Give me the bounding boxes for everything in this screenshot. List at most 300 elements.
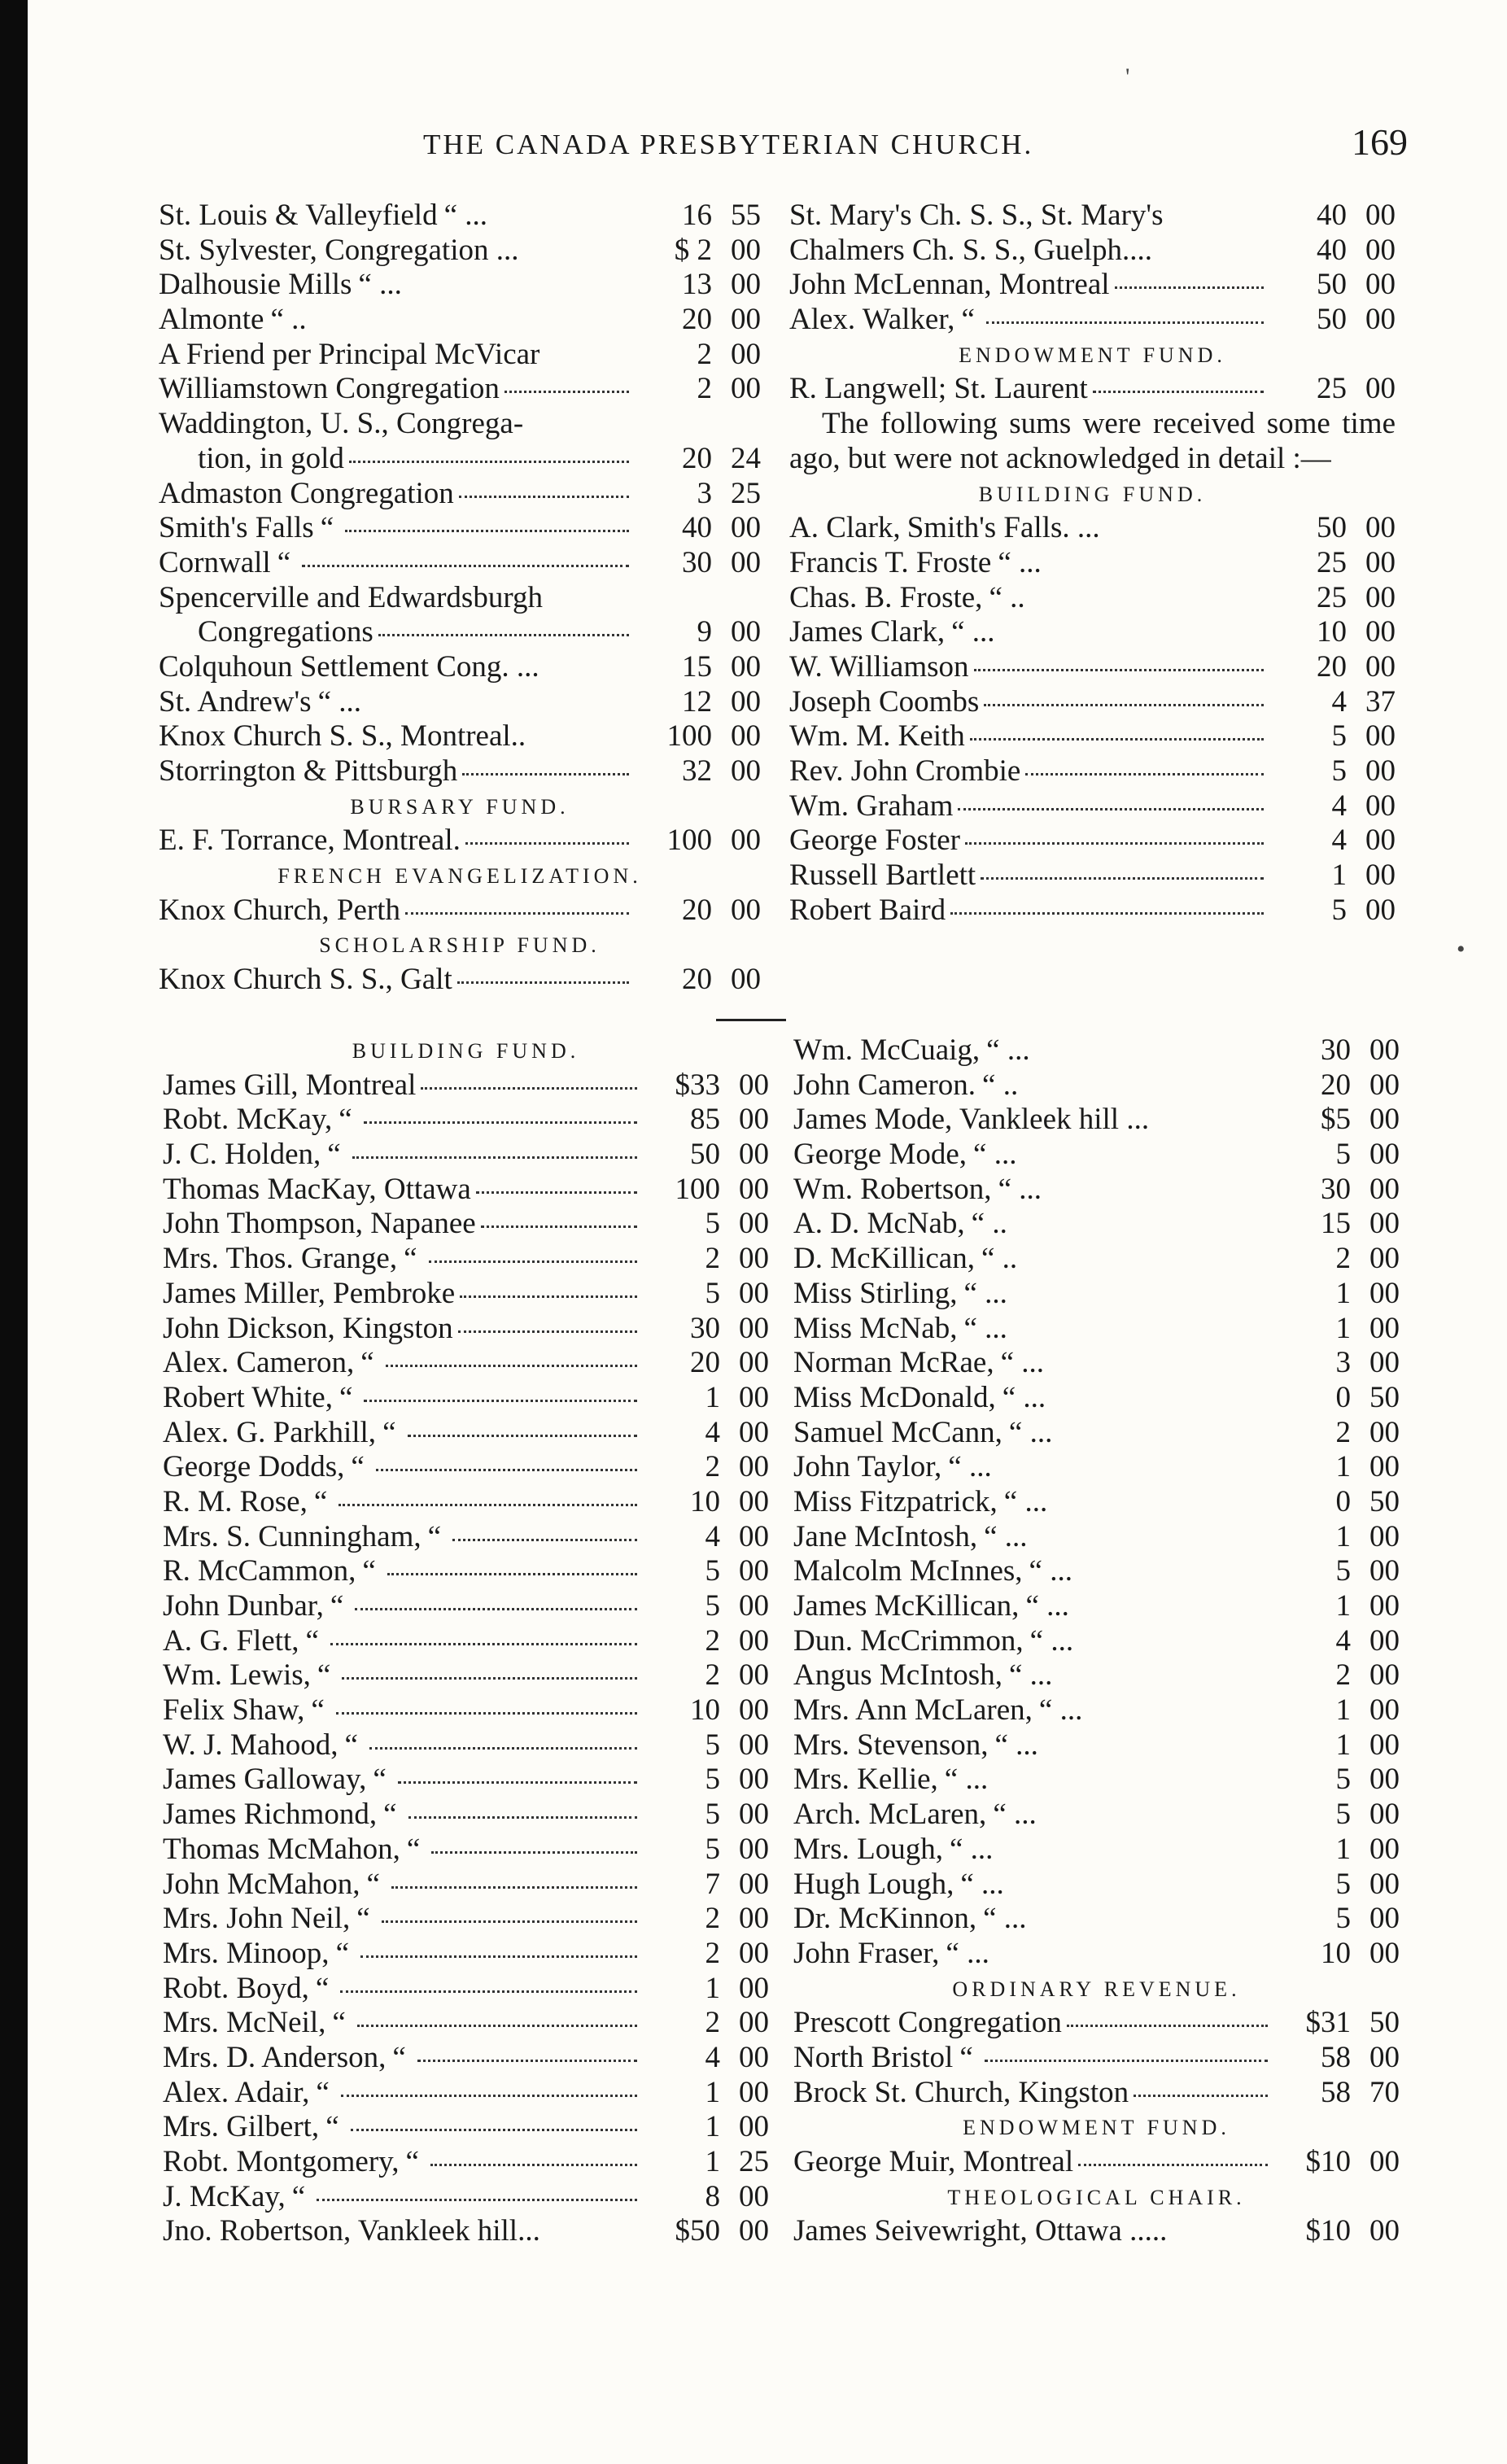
donor-name: John McMahon, <box>163 1867 360 1901</box>
entry-row <box>789 511 1396 546</box>
amount-cents: 00 <box>1365 303 1396 337</box>
dot-leader <box>986 321 1264 324</box>
amount-cents: 00 <box>1369 1519 1400 1553</box>
entry-row <box>793 1902 1400 1937</box>
ditto-mark: “ <box>325 2110 339 2144</box>
note-paragraph: The following sums were received some time ago, but were not acknowledged in detail :— <box>789 407 1396 475</box>
entry-row <box>163 2180 769 2215</box>
donor-name: W. J. Mahood, <box>163 1728 339 1762</box>
amount-dollars: 30 <box>1321 1172 1351 1206</box>
amount-cents: 00 <box>739 1172 769 1206</box>
amount-cents: 00 <box>739 1936 769 1970</box>
amount <box>642 1242 769 1277</box>
dot-leader <box>459 495 629 498</box>
ditto-mark: “ ... <box>948 1450 992 1484</box>
lower-right-column <box>793 1033 1400 2249</box>
amount-cents: 00 <box>1369 1589 1400 1623</box>
amount <box>1269 234 1396 269</box>
donor-name: D. McKillican, <box>793 1242 975 1276</box>
donor-name: Robt. Montgomery, <box>163 2145 400 2178</box>
amount <box>1273 1173 1400 1208</box>
amount-dollars: 1 <box>1335 1589 1351 1623</box>
amount-cents: 00 <box>739 1484 769 1518</box>
entry-row <box>159 893 761 928</box>
donor-name: Williamstown Congregation <box>159 372 500 406</box>
amount-dollars: 100 <box>666 719 712 754</box>
amount <box>1269 581 1396 616</box>
section-heading: BUILDING FUND. <box>978 482 1207 506</box>
amount <box>1269 754 1396 789</box>
entry-row <box>163 2041 769 2076</box>
dot-leader <box>408 1815 637 1819</box>
dot-leader <box>1067 2024 1268 2027</box>
amount-dollars: 5 <box>705 1832 720 1866</box>
amount-dollars: 40 <box>1317 233 1347 267</box>
amount <box>642 2180 769 2215</box>
entry-row <box>163 1381 769 1416</box>
amount-dollars: 100 <box>666 824 712 858</box>
amount-dollars: 20 <box>1317 649 1347 684</box>
ditto-mark: “ ... <box>358 268 402 302</box>
amount-dollars: 5 <box>1331 893 1347 927</box>
ditto-mark: “ ... <box>1029 1623 1074 1658</box>
amount-cents: 00 <box>1369 2040 1400 2074</box>
amount-dollars: 1 <box>705 2145 720 2178</box>
amount <box>1273 1138 1400 1173</box>
amount <box>642 1207 769 1242</box>
dot-leader <box>1115 286 1264 289</box>
amount-cents: 00 <box>1365 649 1396 684</box>
amount <box>634 511 761 546</box>
amount <box>1273 1416 1400 1451</box>
amount-cents: 00 <box>1365 233 1396 267</box>
donor-name: A Friend per Principal McVicar <box>159 337 540 371</box>
entry-row <box>793 1554 1400 1589</box>
amount <box>1273 2076 1400 2111</box>
ditto-mark: “ <box>392 2040 406 2074</box>
amount-cents: 00 <box>1369 1554 1400 1588</box>
amount-dollars: 5 <box>1331 754 1347 789</box>
ditto-mark: “ <box>344 1728 358 1762</box>
donor-name: J. McKay, <box>163 2179 286 2213</box>
donor-name: Wm. Lewis, <box>163 1658 311 1693</box>
amount-cents: 00 <box>1369 1798 1400 1832</box>
ditto-mark: “ <box>382 1415 396 1449</box>
donor-name: Jane McIntosh, <box>793 1519 978 1553</box>
amount-cents: 00 <box>1369 1346 1400 1380</box>
ditto-mark: “ <box>313 1484 328 1518</box>
amount <box>1273 1693 1400 1728</box>
amount-dollars: 1 <box>1335 1311 1351 1345</box>
ditto-mark: “ ... <box>960 1867 1004 1901</box>
donor-name: John Taylor, <box>793 1450 942 1484</box>
donor-name: A. Clark, <box>789 511 901 545</box>
donor-name: Miss McNab, <box>793 1311 958 1345</box>
amount <box>1273 1520 1400 1555</box>
donor-name: Chalmers Ch. S. S., Guelph.... <box>789 233 1153 267</box>
amount-dollars: $10 <box>1305 2214 1351 2248</box>
entry-row <box>793 1103 1400 1138</box>
donor-name: Wm. Robertson, <box>793 1172 992 1206</box>
amount-cents: 00 <box>739 1902 769 1936</box>
donor-name: Russell Bartlett <box>789 858 976 893</box>
donor-name: Mrs. McNeil, <box>163 2006 326 2040</box>
entry-row <box>793 1763 1400 1798</box>
entry-row <box>163 2145 769 2180</box>
entry-row <box>793 1173 1400 1208</box>
entry-row <box>793 1242 1400 1277</box>
amount-cents: 50 <box>1369 2006 1400 2040</box>
amount-dollars: 2 <box>705 1450 720 1484</box>
amount-dollars: 10 <box>690 1484 720 1518</box>
dot-leader <box>386 1364 637 1367</box>
amount-cents: 00 <box>1365 893 1396 927</box>
ditto-mark: “ <box>356 1902 370 1936</box>
dot-leader <box>391 1885 637 1889</box>
amount-dollars: 50 <box>690 1138 720 1172</box>
amount-dollars: 3 <box>697 476 712 510</box>
amount-dollars: 8 <box>705 2179 720 2213</box>
amount-cents: 00 <box>731 615 761 649</box>
entry-row <box>793 1937 1400 1972</box>
donor-name: R. M. Rose, <box>163 1484 308 1518</box>
amount <box>1269 615 1396 650</box>
donor-name: James Miller, Pembroke <box>163 1276 456 1310</box>
amount-cents: 00 <box>739 1728 769 1762</box>
entry-row <box>793 1589 1400 1624</box>
dot-leader <box>364 1399 637 1402</box>
ditto-mark: “ <box>427 1519 442 1553</box>
amount-cents: 00 <box>1369 2214 1400 2248</box>
amount-cents: 00 <box>731 303 761 337</box>
amount-dollars: 2 <box>705 2006 720 2040</box>
amount-dollars: 4 <box>1331 684 1347 719</box>
entry-row <box>793 1138 1400 1173</box>
amount <box>1273 1103 1400 1138</box>
amount-dollars: 5 <box>705 1798 720 1832</box>
amount-dollars: 1 <box>705 2110 720 2144</box>
entry-row <box>789 199 1396 234</box>
donor-name: St. Mary's Ch. S. S., St. Mary's <box>789 199 1164 232</box>
amount-cents: 00 <box>1369 1902 1400 1936</box>
amount <box>1269 511 1396 546</box>
amount-cents: 00 <box>1369 1415 1400 1449</box>
amount-cents: 00 <box>1365 824 1396 858</box>
amount-cents: 00 <box>731 511 761 545</box>
dot-leader <box>462 772 629 775</box>
ditto-mark: “ <box>317 1658 331 1693</box>
dot-leader <box>355 1607 637 1610</box>
amount-dollars: 2 <box>705 1936 720 1970</box>
amount-dollars: $33 <box>675 1068 720 1102</box>
amount <box>634 199 761 234</box>
entry-row <box>793 1624 1400 1659</box>
entry-row <box>159 824 761 858</box>
amount-dollars: $5 <box>1321 1103 1351 1137</box>
amount-dollars: 5 <box>1335 1798 1351 1832</box>
amount <box>1269 650 1396 685</box>
amount <box>634 477 761 512</box>
amount <box>634 893 761 928</box>
amount <box>1269 303 1396 338</box>
entry-row <box>163 2110 769 2145</box>
entry-row <box>163 1520 769 1555</box>
entry-row <box>159 581 761 616</box>
amount <box>642 1068 769 1103</box>
entry-row <box>789 268 1396 303</box>
entry-row <box>793 1207 1400 1242</box>
amount <box>634 407 761 442</box>
amount <box>642 1416 769 1451</box>
section-rule <box>716 1019 786 1021</box>
donor-name: Cornwall <box>159 545 271 579</box>
donor-name: John Fraser, <box>793 1936 940 1970</box>
amount-dollars: 5 <box>705 1554 720 1588</box>
amount-cents: 00 <box>1365 789 1396 823</box>
amount-dollars: 7 <box>705 1867 720 1901</box>
donor-name: John Cameron. <box>793 1068 976 1102</box>
ditto-mark: “ <box>277 545 291 579</box>
amount <box>634 650 761 685</box>
donor-name: Hugh Lough, <box>793 1867 954 1901</box>
amount-cents: 00 <box>739 2110 769 2144</box>
entry-row <box>793 1693 1400 1728</box>
donor-name: George Foster <box>789 824 960 858</box>
amount <box>642 1381 769 1416</box>
donor-name: Rev. John Crombie <box>789 754 1021 789</box>
ditto-mark: “ ... <box>984 1519 1028 1553</box>
amount <box>1269 685 1396 720</box>
amount <box>642 1658 769 1693</box>
entry-row <box>163 1277 769 1312</box>
amount-cents: 00 <box>1369 1242 1400 1276</box>
donor-name: Arch. McLaren, <box>793 1798 987 1832</box>
section-heading: FRENCH EVANGELIZATION. <box>277 864 642 889</box>
amount-cents: 00 <box>739 1415 769 1449</box>
amount-cents: 24 <box>731 441 761 475</box>
amount-cents: 25 <box>739 2145 769 2178</box>
ditto-mark: “ .. <box>982 1068 1019 1102</box>
amount-dollars: 50 <box>1317 303 1347 337</box>
amount-dollars: 10 <box>1317 615 1347 649</box>
amount-cents: 00 <box>739 1554 769 1588</box>
amount-dollars: 5 <box>1335 1763 1351 1797</box>
amount-cents: 00 <box>1369 1103 1400 1137</box>
ditto-mark: “ ... <box>1038 1693 1083 1728</box>
amount <box>642 2041 769 2076</box>
entry-row <box>163 1346 769 1381</box>
amount <box>642 1833 769 1868</box>
donor-name: John McLennan, Montreal <box>789 268 1110 302</box>
amount-cents: 00 <box>731 233 761 267</box>
ditto-mark: “ <box>406 1832 421 1866</box>
amount-cents: 00 <box>1369 1138 1400 1172</box>
entry-row <box>793 1658 1400 1693</box>
amount-cents: 00 <box>739 2214 769 2248</box>
ditto-mark: “ <box>405 2145 419 2178</box>
dot-leader <box>950 911 1264 915</box>
amount-cents: 00 <box>731 268 761 302</box>
amount <box>642 1312 769 1347</box>
dot-leader <box>452 1538 637 1541</box>
dot-leader <box>970 737 1264 741</box>
amount <box>642 1763 769 1798</box>
amount-cents: 00 <box>1365 545 1396 579</box>
running-title: THE CANADA PRESBYTERIAN CHURCH. <box>423 129 1034 160</box>
donor-name: Jno. Robertson, Vankleek hill... <box>163 2214 540 2248</box>
amount-dollars: 4 <box>705 1519 720 1553</box>
donor-name: Storrington & Pittsburgh <box>159 754 458 788</box>
dot-leader <box>1025 772 1264 775</box>
donor-name: Thomas MacKay, Ottawa <box>163 1172 471 1206</box>
amount-cents: 00 <box>739 1276 769 1310</box>
ditto-mark: “ ... <box>973 1138 1017 1172</box>
amount-dollars: 10 <box>690 1693 720 1728</box>
donor-name: James Mode, Vankleek hill ... <box>793 1103 1150 1137</box>
amount-cents: 00 <box>731 545 761 579</box>
entry-row <box>159 650 761 685</box>
amount-dollars: 25 <box>1317 580 1347 614</box>
amount-dollars: 2 <box>705 1902 720 1936</box>
dot-leader <box>1078 2163 1268 2166</box>
entry-row <box>789 615 1396 650</box>
amount-cents: 00 <box>1365 199 1396 232</box>
ditto-mark: “ ... <box>963 1276 1007 1310</box>
amount-cents: 00 <box>1369 1311 1400 1345</box>
ditto-mark: “ <box>373 1763 387 1797</box>
stray-mark: • <box>1457 936 1466 963</box>
amount <box>1269 824 1396 858</box>
entry-row <box>163 1554 769 1589</box>
dot-leader <box>465 841 629 845</box>
donor-name: Smith's Falls <box>159 511 314 545</box>
donor-name: Admaston Congregation <box>159 476 454 510</box>
amount-cents: 00 <box>1369 1623 1400 1658</box>
amount-dollars: 4 <box>705 1415 720 1449</box>
amount-cents: 00 <box>739 1589 769 1623</box>
entry-row <box>789 754 1396 789</box>
entry-row <box>793 1833 1400 1868</box>
entry-row <box>163 1207 769 1242</box>
entry-row <box>159 963 761 998</box>
amount <box>1273 1798 1400 1833</box>
ditto-mark: “ ... <box>1002 1380 1046 1414</box>
entry-row <box>159 199 761 234</box>
entry-row <box>793 2214 1400 2249</box>
amount-dollars: 1 <box>1335 1276 1351 1310</box>
amount <box>634 963 761 998</box>
entry-row <box>789 685 1396 720</box>
amount <box>1273 1033 1400 1068</box>
entry-row <box>163 1693 769 1728</box>
amount-cents: 00 <box>739 1832 769 1866</box>
donor-name: James Seivewright, Ottawa ..... <box>793 2214 1168 2248</box>
amount <box>1273 1728 1400 1763</box>
amount <box>642 1972 769 2007</box>
entry-row <box>793 1798 1400 1833</box>
donor-name: Wm. Graham <box>789 789 954 823</box>
amount <box>1273 2145 1400 2180</box>
ditto-mark: “ <box>305 1623 319 1658</box>
ditto-mark: “ <box>339 1103 352 1137</box>
amount-cents: 00 <box>739 1103 769 1137</box>
entry-row <box>163 1416 769 1451</box>
amount <box>1273 1312 1400 1347</box>
dot-leader <box>1093 390 1264 393</box>
dot-leader <box>360 1955 637 1958</box>
amount-cents: 00 <box>739 1207 769 1241</box>
amount-dollars: 16 <box>682 199 712 232</box>
donor-name: Miss Stirling, <box>793 1276 958 1310</box>
section-heading: ENDOWMENT FUND. <box>959 343 1226 367</box>
amount-dollars: 25 <box>1317 372 1347 406</box>
ditto-mark: “ <box>366 1867 380 1901</box>
dot-leader <box>302 564 629 567</box>
amount <box>642 2076 769 2111</box>
amount <box>642 1485 769 1520</box>
donor-name: Mrs. D. Anderson, <box>163 2040 387 2074</box>
entry-row <box>163 1103 769 1138</box>
entry-row <box>789 581 1396 616</box>
ditto-mark: “ <box>383 1798 397 1832</box>
amount-dollars: 40 <box>682 511 712 545</box>
amount-cents: 00 <box>731 649 761 684</box>
ditto-mark: “ <box>330 1589 344 1623</box>
amount-cents: 00 <box>731 337 761 371</box>
entry-row <box>793 1450 1400 1485</box>
amount <box>1273 1277 1400 1312</box>
amount <box>642 1103 769 1138</box>
amount <box>1273 1589 1400 1624</box>
amount <box>1273 1624 1400 1659</box>
ditto-mark: “ <box>360 1346 374 1380</box>
dot-leader <box>505 390 629 393</box>
amount-dollars: 10 <box>1321 1936 1351 1970</box>
amount-dollars: 1 <box>1331 858 1347 893</box>
donor-name: Alex. Walker, <box>789 303 955 337</box>
amount <box>1273 1381 1400 1416</box>
ditto-mark: “ ... <box>1003 1484 1048 1518</box>
amount-dollars: $50 <box>675 2214 720 2248</box>
amount-dollars: 50 <box>1317 268 1347 302</box>
section-heading: BURSARY FUND. <box>350 794 570 819</box>
amount-cents: 00 <box>739 1658 769 1693</box>
upper-right-column <box>789 199 1396 928</box>
amount-dollars: 1 <box>1335 1832 1351 1866</box>
amount <box>642 1728 769 1763</box>
amount-dollars: 2 <box>705 1658 720 1693</box>
entry-row <box>159 338 761 373</box>
amount <box>634 824 761 858</box>
ditto-mark: “ <box>959 2040 973 2074</box>
donor-name: Prescott Congregation <box>793 2006 1062 2040</box>
amount-dollars: 85 <box>690 1103 720 1137</box>
amount-dollars: 2 <box>697 337 712 371</box>
amount-dollars: 30 <box>1321 1033 1351 1067</box>
amount-cents: 00 <box>1369 1936 1400 1970</box>
amount-dollars: 13 <box>682 268 712 302</box>
amount-dollars: 5 <box>1335 1867 1351 1901</box>
ditto-mark: “ ... <box>998 1172 1042 1206</box>
ditto-mark: “ <box>351 1450 365 1484</box>
amount-dollars: 32 <box>682 754 712 788</box>
entry-row <box>793 1277 1400 1312</box>
entry-row <box>793 1868 1400 1903</box>
donor-name: Mrs. John Neil, <box>163 1902 351 1936</box>
amount-dollars: 15 <box>1321 1207 1351 1241</box>
dot-leader <box>341 2094 637 2097</box>
amount <box>634 268 761 303</box>
